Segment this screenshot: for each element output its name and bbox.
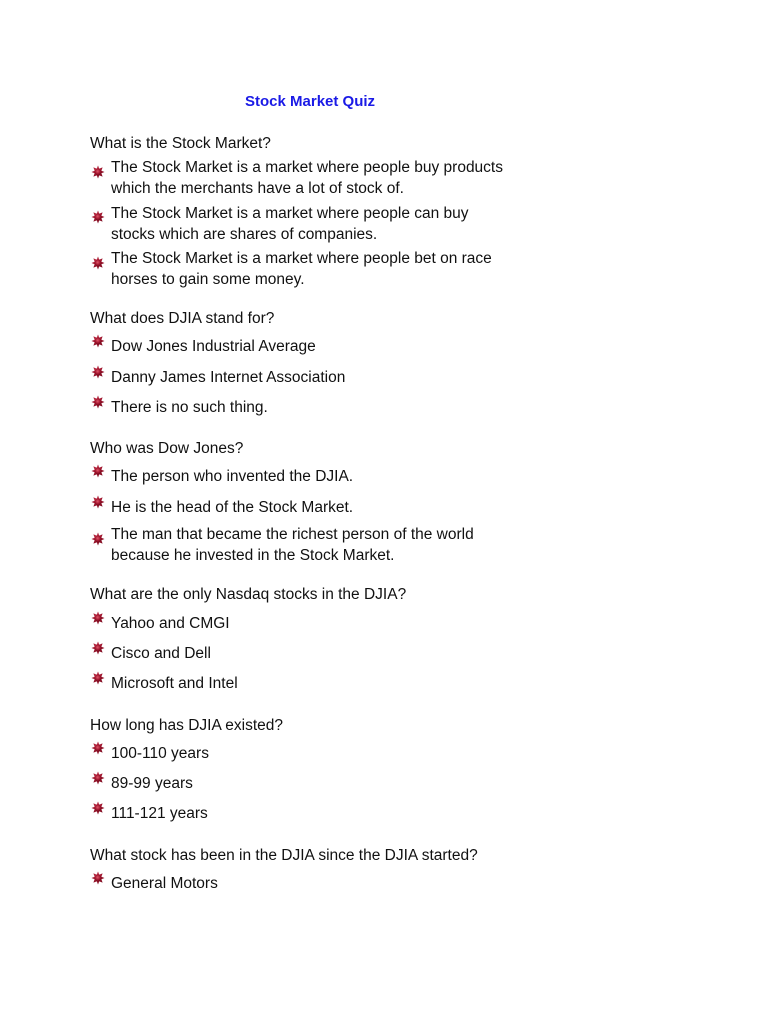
answer-option[interactable] <box>90 873 560 894</box>
answer-text: General Motors <box>111 875 218 892</box>
answer-text: The person who invented the DJIA. <box>111 468 354 485</box>
red-star-bullet-icon <box>91 165 105 179</box>
answer-text: The Stock Market is a market where people bet on race horses to gain some money. <box>111 250 492 288</box>
answer-option[interactable] <box>90 613 560 634</box>
red-star-bullet-icon <box>91 256 105 270</box>
red-star-bullet-icon <box>91 801 105 815</box>
red-star-bullet-icon <box>91 210 105 224</box>
red-star-bullet-icon <box>91 365 105 379</box>
red-star-bullet-icon <box>91 611 105 625</box>
quiz-title: Stock Market Quiz <box>245 93 376 110</box>
red-star-bullet-icon <box>91 771 105 785</box>
red-star-bullet-icon <box>91 334 105 348</box>
answer-option[interactable] <box>90 524 560 566</box>
red-star-bullet-icon <box>91 641 105 655</box>
answer-option[interactable] <box>90 336 560 357</box>
red-star-bullet-icon <box>91 395 105 409</box>
answer-text: The Stock Market is a market where people buy products which the merchants have a lot of stock of. <box>111 159 503 197</box>
answer-option[interactable] <box>90 643 560 664</box>
question-4: What are the only Nasdaq stocks in the DJIA? <box>90 586 407 603</box>
answer-text: The man that became the richest person of the world because he invested in the Stock Market. <box>111 526 474 564</box>
red-star-bullet-icon <box>91 671 105 685</box>
answer-text: Cisco and Dell <box>111 645 211 662</box>
question-2: What does DJIA stand for? <box>90 310 275 327</box>
question-6: What stock has been in the DJIA since the DJIA started? <box>90 847 478 864</box>
answer-text: Dow Jones Industrial Average <box>111 338 316 355</box>
red-star-bullet-icon <box>91 871 105 885</box>
answer-option[interactable] <box>90 673 560 694</box>
red-star-bullet-icon <box>91 532 105 546</box>
answer-option[interactable] <box>90 773 560 794</box>
answer-text: Danny James Internet Association <box>111 369 346 386</box>
answer-text: 111-121 years <box>111 805 208 822</box>
red-star-bullet-icon <box>91 741 105 755</box>
answer-option[interactable] <box>90 203 560 245</box>
red-star-bullet-icon <box>91 464 105 478</box>
answer-option[interactable] <box>90 397 560 418</box>
answer-text: He is the head of the Stock Market. <box>111 499 354 516</box>
answer-text: Yahoo and CMGI <box>111 615 230 632</box>
answer-text: 100-110 years <box>111 745 209 762</box>
red-star-bullet-icon <box>91 495 105 509</box>
answer-option[interactable] <box>90 157 560 199</box>
answer-option[interactable] <box>90 466 560 487</box>
answer-text: The Stock Market is a market where people can buy stocks which are shares of companies. <box>111 205 469 243</box>
answer-text: Microsoft and Intel <box>111 675 238 692</box>
question-5: How long has DJIA existed? <box>90 717 283 734</box>
answer-option[interactable] <box>90 248 560 290</box>
question-3: Who was Dow Jones? <box>90 440 244 457</box>
answer-text: 89-99 years <box>111 775 193 792</box>
answer-option[interactable] <box>90 367 560 388</box>
answer-option[interactable] <box>90 803 560 824</box>
question-1: What is the Stock Market? <box>90 135 271 152</box>
answer-option[interactable] <box>90 743 560 764</box>
answer-option[interactable] <box>90 497 560 518</box>
answer-text: There is no such thing. <box>111 399 268 416</box>
